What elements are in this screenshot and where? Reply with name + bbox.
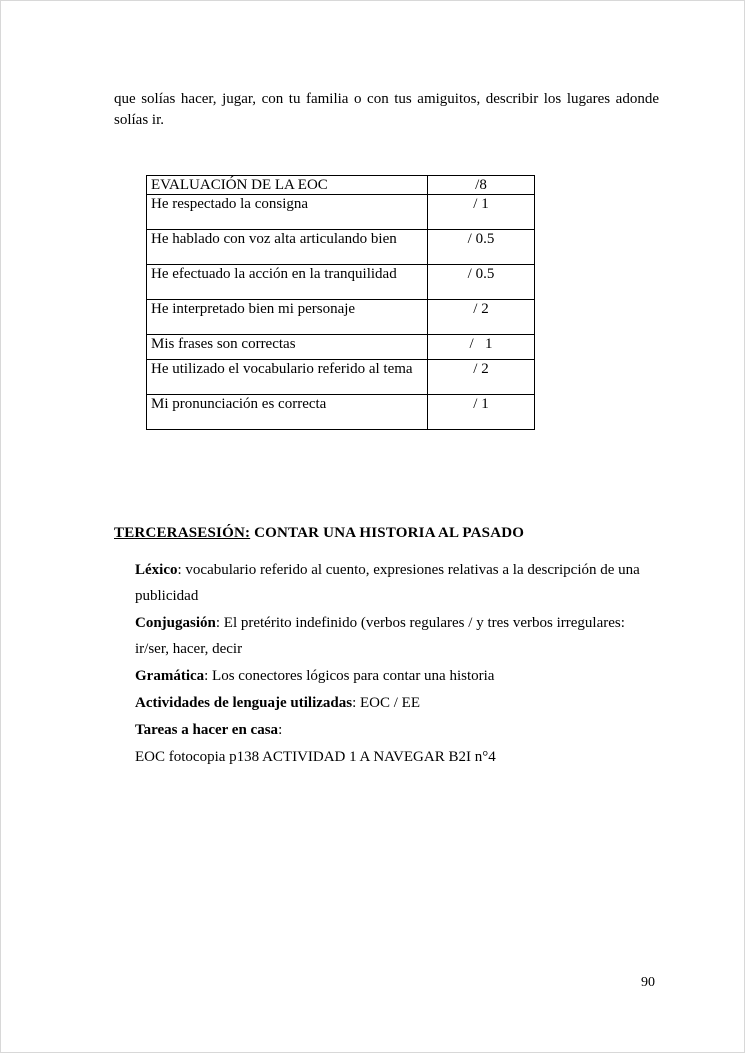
criterion-label: He efectuado la acción en la tranquilidad (147, 265, 428, 300)
criterion-score: / 1 (428, 195, 535, 230)
table-row (147, 300, 535, 335)
table-row (147, 230, 535, 265)
list-item (135, 690, 659, 716)
session-heading-label: TERCERASESIÓN: (114, 525, 251, 541)
table-header-title: EVALUACIÓN DE LA EOC (147, 176, 428, 195)
criterion-label: He interpretado bien mi personaje (147, 300, 428, 335)
table-row (147, 335, 535, 360)
table-row (147, 265, 535, 300)
item-text: : vocabulario referido al cuento, expresiones relativas a la descripción de una publicidad (135, 562, 640, 604)
table-header-row (147, 176, 535, 195)
criterion-score: / 2 (428, 360, 535, 395)
item-label: Actividades de lenguaje utilizadas (135, 695, 353, 711)
evaluation-table-body (147, 176, 535, 430)
criterion-label: Mi pronunciación es correcta (147, 395, 428, 430)
session-heading-text: CONTAR UNA HISTORIA AL PASADO (250, 525, 525, 541)
page-number: 90 (641, 975, 655, 990)
table-header-total: /8 (428, 176, 535, 195)
criterion-label: He respectado la consigna (147, 195, 428, 230)
item-text: EOC fotocopia p138 ACTIVIDAD 1 A NAVEGAR B2I n°4 (135, 749, 496, 765)
list-item (135, 717, 659, 743)
table-row (147, 360, 535, 395)
criterion-score: / 0.5 (428, 265, 535, 300)
item-label: Conjugasión (135, 615, 216, 631)
item-label: Léxico (135, 562, 178, 578)
criterion-score: / 1 (428, 335, 535, 360)
item-text: : (278, 722, 283, 738)
item-text: : EOC / EE (352, 695, 421, 711)
criterion-score: / 2 (428, 300, 535, 335)
list-item (135, 663, 659, 689)
item-text: : El pretérito indefinido (verbos regulares / y tres verbos irregulares: ir/ser, hacer, decir (135, 615, 625, 657)
list-item (135, 557, 659, 609)
criterion-score: / 0.5 (428, 230, 535, 265)
list-item (135, 744, 659, 770)
session-details (135, 557, 659, 771)
item-label: Tareas a hacer en casa (135, 722, 279, 738)
criterion-label: He hablado con voz alta articulando bien (147, 230, 428, 265)
criterion-label: He utilizado el vocabulario referido al tema (147, 360, 428, 395)
list-item (135, 610, 659, 662)
table-row (147, 395, 535, 430)
intro-paragraph: que solías hacer, jugar, con tu familia o con tus amiguitos, describir los lugares adonde solías ir. (114, 91, 659, 128)
evaluation-table (146, 175, 535, 430)
criterion-score: / 1 (428, 395, 535, 430)
item-text: : Los conectores lógicos para contar una historia (204, 668, 495, 684)
criterion-label: Mis frases son correctas (147, 335, 428, 360)
session-heading (114, 525, 524, 542)
table-row (147, 195, 535, 230)
item-label: Gramática (135, 668, 205, 684)
